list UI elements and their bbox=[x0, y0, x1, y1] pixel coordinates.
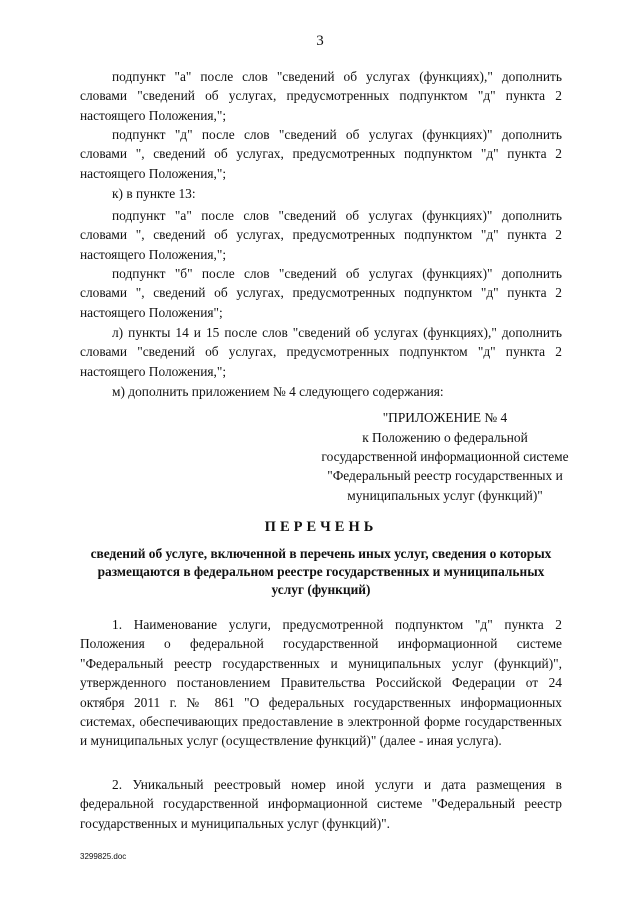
document-heading: ПЕРЕЧЕНЬ bbox=[264, 519, 378, 535]
list-item: 1. Наименование услуги, предусмотренной подпунктом "д" пункта 2 Положения о федеральной государственной информационной системе "Федеральный реестр государственных и муниципальных услуг (функций)", утвержденного постановлением Правительства Российской Федерации от 24 октября 2011 г. № 861 "О федеральных государственных информационных системах, обеспечивающих предоставление в электронной форме государственных и муниципальных услуг (осуществление функций)" (далее - иная услуга). bbox=[80, 617, 562, 749]
list-item: 2. Уникальный реестровый номер иной услуги и дата размещения в федеральной государственной информационной системе "Федеральный реестр государственных и муниципальных услуг (функций)". bbox=[80, 777, 562, 831]
document-subheading: сведений об услуге, включенной в перечень иных услуг, сведения о которых размещаются в федеральном реестре государственных и муниципальных услуг (функций) bbox=[90, 546, 552, 597]
paragraph: л) пункты 14 и 15 после слов "сведений об услугах (функциях)," дополнить словами "сведений об услугах, предусмотренных подпунктом "д" пункта 2 настоящего Положения,"; bbox=[80, 325, 562, 379]
page-number: 3 bbox=[316, 33, 324, 49]
paragraph: подпункт "а" после слов "сведений об услугах (функциях)" дополнить словами ", сведений об услугах, предусмотренных подпунктом "д" пункта 2 настоящего Положения,"; bbox=[80, 208, 562, 262]
paragraph: подпункт "д" после слов "сведений об услугах (функциях)" дополнить словами ", сведений об услугах, предусмотренных подпунктом "д" пункта 2 настоящего Положения,"; bbox=[80, 127, 562, 181]
file-name-footer: 3299825.doc bbox=[80, 852, 127, 861]
paragraph: подпункт "б" после слов "сведений об услугах (функциях)" дополнить словами ", сведений об услугах, предусмотренных подпунктом "д" пункта 2 настоящего Положения"; bbox=[80, 266, 562, 320]
paragraph: м) дополнить приложением № 4 следующего содержания: bbox=[112, 384, 444, 399]
appendix-text: к Положению о федеральной государственной информационной системе "Федеральный реестр государственных и муниципальных услуг (функций)" bbox=[321, 430, 569, 503]
paragraph: подпункт "а" после слов "сведений об услугах (функциях)," дополнить словами "сведений об услугах, предусмотренных подпунктом "д" пункта 2 настоящего Положения,"; bbox=[80, 69, 562, 123]
paragraph: к) в пункте 13: bbox=[112, 186, 196, 201]
appendix-title: "ПРИЛОЖЕНИЕ № 4 bbox=[382, 410, 508, 425]
